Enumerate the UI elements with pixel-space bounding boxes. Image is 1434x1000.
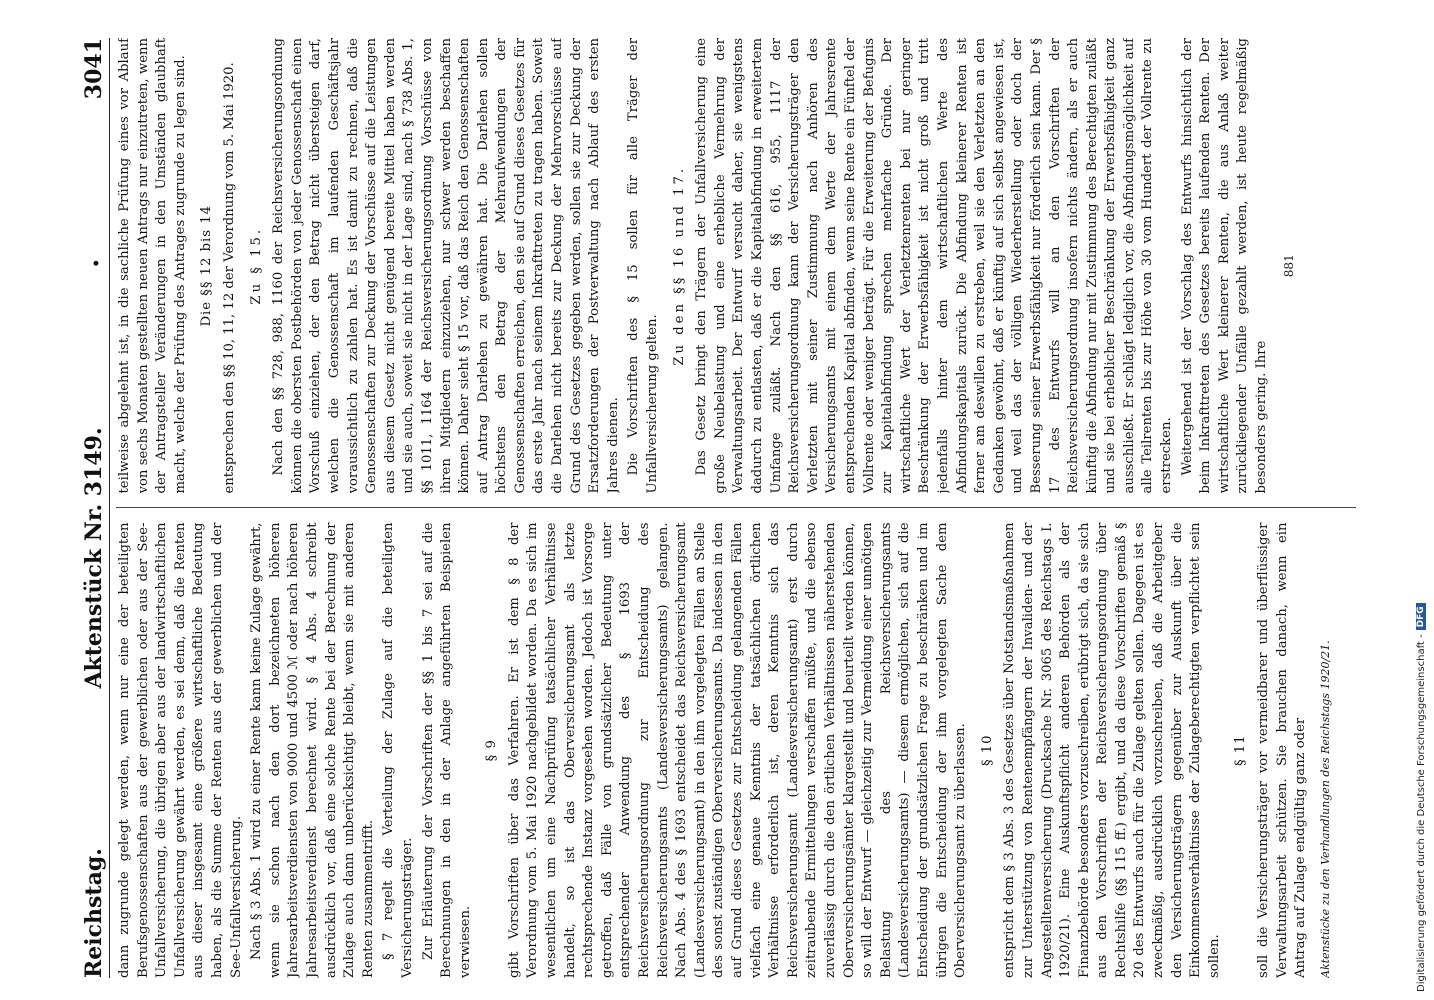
page-signature: 881 — [1281, 254, 1296, 278]
page-header — [81, 38, 110, 978]
rotated-page — [75, 28, 1385, 988]
section-heading: Zu den §§ 16 und 17. — [671, 165, 687, 366]
digitization-text: Digitalisierung gefördert durch die Deutsche Forschungsgemeinschaft - — [1415, 634, 1427, 992]
paragraph: gibt Vorschriften über das Verfahren. Er ist dem § 8 der Verordnung vom 5. Mai 1920 nachgebildet worden. Da es sich im wesentlichen um eine Nachprüfung tatsächlicher Verhältnisse handelt, so ist das Oberversicherungsamt als letzte rechtsprechende Instanz vorgesehen worden. Jedoch ist Vorsorge getroffen, daß Fälle von grundsätzlicher Bedeutung unter entsprechender Anwendung des § 1693 der Reichsversicherungsordnung zur Entscheidung des Reichsversicherungsamts (Landesversicherungsamts) gelangen. Nach Abs. 4 des § 1693 entscheidet das Reichsversicherungsamt (Landesversicherungsamt) in den ihm vorgelegten Fällen an Stelle des sonst zuständigen Oberversicherungsamts. Da indessen in den auf Grund dieses Gesetzes zur Entscheidung gelangenden Fällen vielfach eine genaue Kenntnis der tatsächlichen örtlichen Verhältnisse erforderlich ist, deren Kenntnis sich das Reichsversicherungsamt (Landesversicherungsamt) erst durch zeitraubende Ermittelungen verschaffen müßte, und die ebenso zuverlässig durch die den örtlichen Verhältnissen näherstehenden Oberversicherungsämter klargestellt und beurteilt werden können, so will der Entwurf — gleichzeitig zur Vermeidung einer unnötigen Belastung des Reichsversicherungsamts (Landesversicherungsamts) — diesem ermöglichen, sich auf die Entscheidung der grundsätzlichen Frage zu beschränken und im übrigen die Entscheidung der ihm vorgelegten Sache dem Oberversicherungsamt zu überlassen. — [506, 522, 969, 978]
paragraph: Zur Erläuterung der Vorschriften der §§ 1 bis 7 sei auf die Berechnungen in den in der Anlage angeführten Beispielen verwiesen. — [420, 522, 473, 978]
paragraph: soll die Versicherungsträger vor vermeidbarer und überflüssiger Verwaltungsarbeit schützen. Sie brauchen danach, wenn ein Antrag auf Zulage endgültig ganz oder — [1256, 522, 1309, 978]
paragraph: dann zugrunde gelegt werden, wenn nur eine der beteiligten Berufsgenossenschaften aus der gewerblichen oder aus der See-Unfallversicherung, die übrigen aber aus der landwirtschaftlichen Unfallversicherung gewährt werden, es sei denn, daß die Renten aus dieser insgesamt eine größere wirtschaftliche Bedeutung haben, als die Summe der Renten aus der gewerblichen und der See-Unfallversicherung. — [117, 522, 244, 978]
document-page — [75, 28, 1385, 988]
paragraph: Das Gesetz bringt den Trägern der Unfallversicherung eine große Neubelastung und eine erhebliche Vermehrung der Verwaltungsarbeit. Der Entwurf versucht daher, sie wenigstens dadurch zu entlasten, daß er die Kapitalabfindung in erweitertem Umfange zuläßt. Nach den §§ 616, 955, 1117 der Reichsversicherungsordnung kann der Versicherungsträger den Verletzten mit seiner Zustimmung nach Anhören des Versicherungsamts mit einem dem Werte der Jahresrente entsprechenden Kapital abfinden, wenn seine Rente ein Fünftel der Vollrente oder weniger beträgt. Für die Erweiterung der Befugnis zur Kapitalabfindung sprechen mehrfache Gründe. Der wirtschaftliche Wert der Verletztenrenten bei nur geringer Beschränkung der Erwerbsfähigkeit ist nicht groß und tritt jedenfalls hinter dem wirtschaftlichen Werte des Abfindungskapitals zurück. Die Abfindung kleinerer Renten ist ferner am deswillen zu erstreben, weil sie den Verletzten an den Gedanken gewöhnt, daß er künftig auf sich selbst angewiesen ist, und weil das der völligen Wiederherstellung oder doch der Besserung seiner Erwerbsfähigkeit nur förderlich sein kann. Der § 17 des Entwurfs will an den Vorschriften der Reichsversicherungsordnung insofern nichts ändern, als er auch künftig die Abfindung nur mit Zustimmung des Berechtigten zuläßt und sie bei erheblicher Beschränkung der Erwerbsfähigkeit ganz ausschließt. Er schlägt lediglich vor, die Abfindungsmöglichkeit auf alle Teilrenten bis zur Höhe von 30 vom Hundert der Vollrente zu erstrecken. — [694, 38, 1175, 494]
paragraph: teilweise abgelehnt ist, in die sachliche Prüfung eines vor Ablauf von sechs Monaten gestellten neuen Antrags nur einzutreten, wenn der Antragsteller Veränderungen in den Umständen glaubhaft macht, welche der Prüfung des Antrages zugrunde zu legen sind. — [117, 38, 188, 494]
paragraph: entsprechen den §§ 10, 11, 12 der Verordnung vom 5. Mai 1920. — [221, 62, 237, 494]
text-columns — [116, 38, 1356, 978]
column-right — [116, 38, 1356, 494]
header-center: Aktenstück Nr. 3149. — [81, 427, 107, 689]
footnote: Aktenstücke zu den Verhandlungen des Reichstags 1920/21. — [1318, 640, 1332, 978]
digitization-note — [1404, 8, 1432, 992]
paragraph: Weitergehend ist der Vorschlag des Entwurfs hinsichtlich der beim Inkrafttreten des Gesetzes bereits laufenden Renten. Der wirtschaftliche Wert kleinerer Renten, die aus Anlaß weiter zurückliegender Unfälle gezahlt werden, ist heute regelmäßig besonders gering. Ihre — [1179, 38, 1270, 494]
header-left: Reichstag. — [81, 848, 107, 978]
column-divider — [116, 508, 1356, 509]
section-heading: Zu § 15. — [248, 226, 264, 305]
section-heading: § 11 — [1233, 734, 1249, 767]
paragraph: Nach § 3 Abs. 1 wird zu einer Rente kann keine Zulage gewährt, wenn sie schon nach den dort bezeichneten höheren Jahresarbeitsverdiensten von 9000 und 4500 ℳ oder nach höheren Jahresarbeitsverdienst berechnet wird. § 4 Abs. 4 schreibt ausdrücklich vor, daß eine solche Rente bei der Berechnung der Zulage auch dann unberücksichtigt bleibt, wenn sie mit anderen Renten zusammentrifft. — [249, 522, 376, 978]
paragraph: entspricht dem § 3 Abs. 3 des Gesetzes über Notstandsmaßnahmen zur Unterstützung von Rentenempfängern der Invaliden- und der Angestelltenversicherung (Drucksache Nr. 3065 des Reichstags I. 1920/21). Eine Auskunftspflicht anderen Behörden als der Finanzbehörde besonders vorzuschreiben, erübrigt sich, da sie sich aus den Vorschriften der Reichsversicherungsordnung über Rechtshilfe (§§ 115 ff.) ergibt, und da diese Vorschriften gemäß § 20 des Entwurfs auch für die Zulage gelten sollen. Dagegen ist es zweckmäßig, ausdrücklich vorzuschreiben, daß die Arbeitgeber den Versicherungsträgern gegenüber zur Auskunft über die Einkommensverhältnisse der Zulageberechtigten verpflichtet sein sollen. — [1002, 522, 1222, 978]
header-page-number: 3041 — [81, 38, 107, 100]
header-dot: • — [89, 258, 105, 268]
section-heading: § 10 — [979, 734, 995, 767]
column-left — [116, 523, 1356, 979]
section-heading: Die §§ 12 bis 14 — [199, 204, 215, 327]
paragraph: Nach den §§ 728, 988, 1160 der Reichsversicherungsordnung können die obersten Postbehörden von jeder Genossenschaft einen Vorschuß einziehen, der den Betrag nicht übersteigen darf, welchen die Genossenschaft im laufenden Geschäftsjahr voraussichtlich zu zahlen hat. Es ist damit zu rechnen, daß die Genossenschaften zur Deckung der Vorschüsse auf die Leistungen aus diesem Gesetz nicht genügend bereite Mittel haben werden und sie auch, soweit sie nicht in der Lage sind, nach § 738 Abs. 1, §§ 1011, 1164 der Reichsversicherungsordnung Vorschüsse von ihren Mitgliedern einzuziehen, nur schwer werden beschaffen können. Daher sieht § 15 vor, daß das Reich den Genossenschaften auf Antrag Darlehen zu gewähren hat. Die Darlehen sollen höchstens den Betrag der Mehraufwendungen der Genossenschaften erreichen, den sie auf Grund dieses Gesetzes für das erste Jahr nach seinem Inkrafttreten zu tragen haben. Soweit die Darlehen nicht bereits zur Deckung der Mehrvorschüsse auf Grund des Gesetzes gegeben werden, sollen sie zur Deckung der Ersatzforderungen der Postverwaltung nach Ablauf des ersten Jahres dienen. — [271, 38, 621, 494]
paragraph: § 7 regelt die Verteilung der Zulage auf die beteiligten Versicherungsträger. — [381, 522, 415, 978]
dfg-logo: DFG — [1416, 603, 1426, 630]
section-heading: § 9 — [484, 739, 500, 762]
paragraph: Die Vorschriften des § 15 sollen für alle Träger der Unfallversicherung gelten. — [626, 38, 661, 494]
